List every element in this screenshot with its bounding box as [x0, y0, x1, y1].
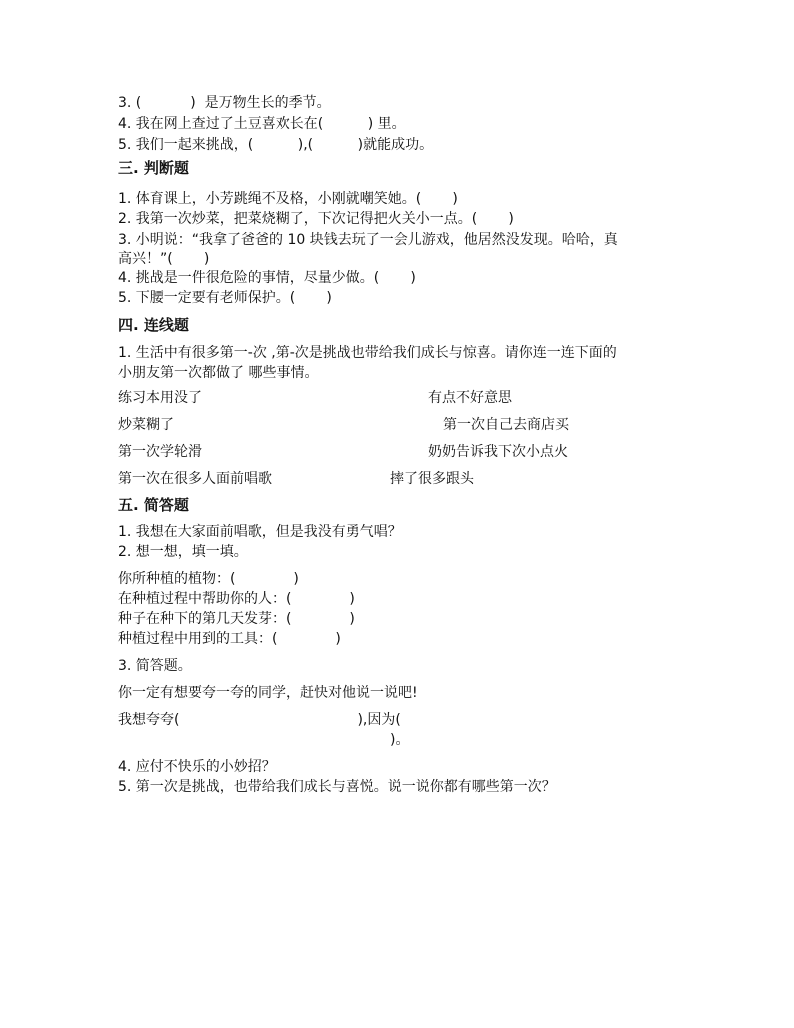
planting-field: 在种植过程中帮助你的人：( ) — [118, 591, 355, 607]
judgement-item: 3. 小明说：“我拿了爸爸的 10 块钱去玩了一会儿游戏，他居然没发现。哈哈，真 — [118, 232, 618, 248]
matching-right-item: 第一次自己去商店买 — [443, 417, 569, 433]
matching-left-item: 第一次在很多人面前唱歌 — [118, 471, 272, 487]
section-heading-judgement: 三. 判断题 — [118, 159, 189, 177]
planting-field: 你所种植的植物：( ) — [118, 571, 299, 587]
praise-fill-line-end: )。 — [390, 732, 410, 748]
section-heading-matching: 四. 连线题 — [118, 316, 189, 334]
matching-right-item: 有点不好意思 — [428, 390, 512, 406]
matching-right-item: 奶奶告诉我下次小点火 — [428, 444, 568, 460]
matching-left-item: 第一次学轮滑 — [118, 444, 202, 460]
section-heading-short-answer: 五. 简答题 — [118, 496, 189, 514]
short-answer-question: 5. 第一次是挑战，也带给我们成长与喜悦。说一说你都有哪些第一次？ — [118, 779, 556, 795]
fill-blank-item: 3. ( ) 是万物生长的季节。 — [118, 95, 331, 111]
planting-field: 种子在种下的第几天发芽：( ) — [118, 611, 355, 627]
short-answer-question: 1. 我想在大家面前唱歌，但是我没有勇气唱？ — [118, 524, 402, 540]
fill-blank-item: 4. 我在网上查过了土豆喜欢长在( ) 里。 — [118, 116, 406, 132]
short-answer-question: 2. 想一想，填一填。 — [118, 544, 248, 560]
matching-left-item: 炒菜糊了 — [118, 417, 174, 433]
judgement-item: 4. 挑战是一件很危险的事情，尽量少做。( ) — [118, 270, 416, 286]
judgement-item-continued: 高兴！”( ) — [118, 251, 210, 267]
matching-left-item: 练习本用没了 — [118, 390, 202, 406]
judgement-item: 2. 我第一次炒菜，把菜烧糊了，下次记得把火关小一点。( ) — [118, 211, 514, 227]
short-answer-question: 3. 简答题。 — [118, 658, 192, 674]
praise-fill-line: 我想夸夸( ),因为( — [118, 712, 401, 728]
short-answer-question: 4. 应付不快乐的小妙招？ — [118, 759, 276, 775]
fill-blank-item: 5. 我们一起来挑战，( ),( )就能成功。 — [118, 137, 434, 153]
matching-intro: 小朋友第一次都做了 哪些事情。 — [118, 365, 319, 381]
praise-prompt: 你一定有想要夸一夸的同学，赶快对他说一说吧! — [118, 685, 418, 701]
matching-intro: 1. 生活中有很多第一-次 ,第-次是挑战也带给我们成长与惊喜。请你连一连下面的 — [118, 345, 617, 361]
planting-field: 种植过程中用到的工具：( ) — [118, 631, 341, 647]
matching-right-item: 摔了很多跟头 — [390, 471, 474, 487]
judgement-item: 5. 下腰一定要有老师保护。( ) — [118, 290, 332, 306]
judgement-item: 1. 体育课上，小芳跳绳不及格，小刚就嘲笑她。( ) — [118, 191, 458, 207]
